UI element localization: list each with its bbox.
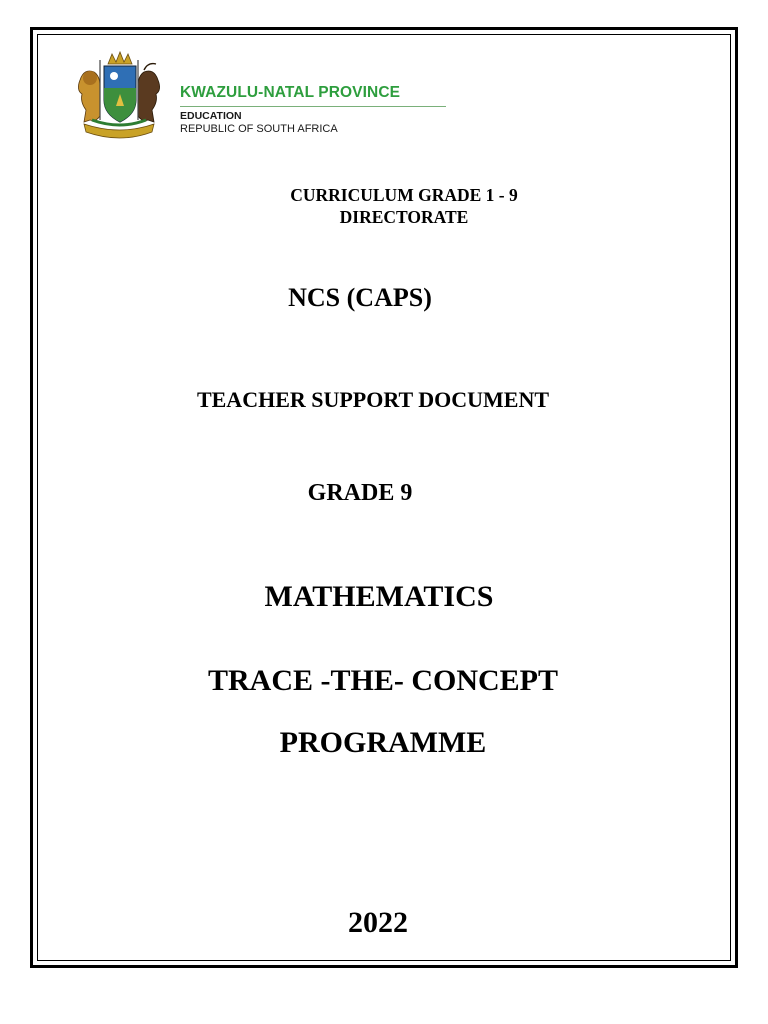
curriculum-title: NCS (CAPS) xyxy=(288,283,432,312)
kzn-education-logo xyxy=(70,50,470,148)
document-year: 2022 xyxy=(348,906,408,939)
directorate-line-2: DIRECTORATE xyxy=(339,207,469,227)
grade-label: GRADE 9 xyxy=(307,480,413,506)
country-name: REPUBLIC OF SOUTH AFRICA xyxy=(180,123,338,135)
logo-divider xyxy=(180,106,446,107)
department-name: EDUCATION xyxy=(180,110,242,122)
coat-of-arms-icon xyxy=(70,50,168,146)
programme-title-line-1: TRACE -THE- CONCEPT xyxy=(207,664,559,697)
subject-title: MATHEMATICS xyxy=(264,580,494,613)
province-name: KWAZULU-NATAL PROVINCE xyxy=(180,84,401,101)
directorate-heading xyxy=(230,184,578,228)
document-type: TEACHER SUPPORT DOCUMENT xyxy=(196,387,550,412)
programme-title-line-2: PROGRAMME xyxy=(279,726,487,759)
directorate-line-1: CURRICULUM GRADE 1 - 9 xyxy=(290,185,518,205)
